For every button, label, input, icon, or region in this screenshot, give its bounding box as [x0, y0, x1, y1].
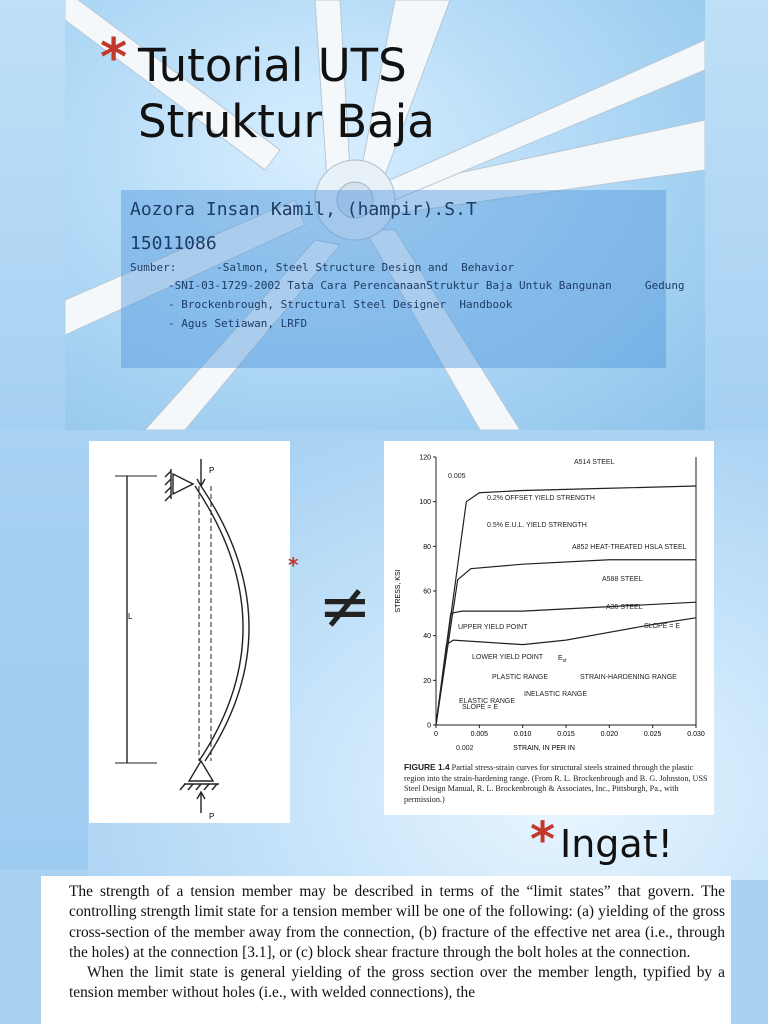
author-name: Aozora Insan Kamil, (hampir).S.T	[130, 199, 477, 220]
series-label: A588 STEEL	[602, 576, 643, 583]
column-diagram	[89, 441, 290, 823]
not-equal-symbol: ≠	[318, 570, 372, 644]
column-buckling-figure	[89, 441, 290, 823]
ingat-heading: Ingat!	[560, 822, 673, 866]
x-tick-label: 0.005	[470, 731, 489, 738]
load-label-bottom: P	[209, 812, 215, 821]
y-tick-label: 60	[423, 588, 431, 596]
title-slide	[0, 0, 768, 430]
source-line-3: - Brockenbrough, Structural Steel Designer Handbook	[168, 298, 513, 311]
y-tick-label: 20	[423, 677, 431, 685]
stress-strain-chart	[384, 441, 714, 761]
y-tick-label: 100	[419, 499, 431, 507]
bullet-icon: *	[288, 553, 299, 577]
anno-slope-e-bottom: SLOPE = E	[462, 704, 498, 711]
anno-offset-width: 0.005	[448, 473, 466, 480]
title-line-2: Struktur Baja	[138, 95, 435, 148]
y-tick-label: 120	[419, 454, 431, 462]
anno-est: $E_{st}$	[558, 655, 567, 664]
source-line-4: - Agus Setiawan, LRFD	[168, 317, 308, 330]
series-label: A514 STEEL	[574, 459, 615, 466]
x-tick-label: 0.020	[600, 731, 619, 738]
x-tick-label: 0.015	[557, 731, 575, 738]
x-axis-label: STRAIN, IN PER IN	[513, 745, 575, 752]
y-tick-label: 0	[427, 722, 431, 730]
paragraph-1: The strength of a tension member may be described in terms of the “limit states” that govern. The controlling strength limit state for a tension member will be one of the following: (a) yielding of the gross cross-section of the member away from the connection, (b) fracture of the effective net area (i.e., through the holes) at the connection [3.1], or (c) block shear fracture through the bolt holes at the connection.	[69, 883, 725, 961]
anno-eul-yield: 0.5% E.U.L. YIELD STRENGTH	[487, 522, 587, 529]
anno-strain-hardening: STRAIN-HARDENING RANGE	[580, 674, 677, 681]
series-label: A852 HEAT-TREATED HSLA STEEL	[572, 544, 687, 551]
anno-upper-yield: UPPER YIELD POINT	[458, 624, 528, 631]
y-axis-label: STRESS, KSI	[395, 569, 402, 613]
stress-strain-figure	[384, 441, 714, 815]
tension-member-text	[41, 876, 731, 1024]
anno-elastic: ELASTIC RANGE	[459, 698, 516, 705]
series-label: A36 STEEL	[606, 604, 643, 611]
load-label-top: P	[209, 466, 215, 475]
caption-label: FIGURE 1.4	[404, 762, 450, 772]
anno-inelastic: INELASTIC RANGE	[524, 691, 588, 698]
anno-offset-002: 0.002	[456, 745, 474, 752]
source-line-1: Sumber: -Salmon, Steel Structure Design and Behavior	[130, 261, 515, 274]
caption-text: Partial stress-strain curves for structural steels strained through the plastic region into the strain-hardening range. (From R. L. Brockenbrough and B. G. Johnston, USS Steel Design Manual, R. L. Brockenbrough & Associates, Inc., Pittsburgh, Pa., with permission.)	[404, 763, 708, 804]
x-tick-label: 0.010	[513, 731, 532, 738]
anno-plastic-range: PLASTIC RANGE	[492, 674, 549, 681]
anno-lower-yield: LOWER YIELD POINT	[472, 654, 544, 661]
anno-slope-est: SLOPE = E	[644, 623, 680, 630]
length-label: L	[128, 612, 133, 621]
ingat-bullet-icon: *	[530, 812, 556, 868]
x-tick-label: 0	[434, 731, 438, 738]
anno-offset-yield: 0.2% OFFSET YIELD STRENGTH	[487, 495, 595, 502]
slide-title	[138, 38, 435, 150]
student-id: 15011086	[130, 233, 217, 254]
figure-caption	[404, 762, 712, 805]
y-tick-label: 40	[423, 633, 431, 641]
title-bullet-icon: *	[100, 28, 128, 88]
title-line-1: Tutorial UTS	[138, 39, 407, 92]
x-tick-label: 0.025	[643, 731, 662, 738]
source-line-2: -SNI-03-1729-2002 Tata Cara PerencanaanStruktur Baja Untuk Bangunan Gedung	[168, 279, 685, 292]
x-tick-label: 0.030	[687, 731, 705, 738]
y-tick-label: 80	[423, 543, 431, 551]
paragraph-2: When the limit state is general yielding of the gross section over the member length, typified by a tension member without holes (i.e., with welded connections), the	[69, 964, 725, 1002]
